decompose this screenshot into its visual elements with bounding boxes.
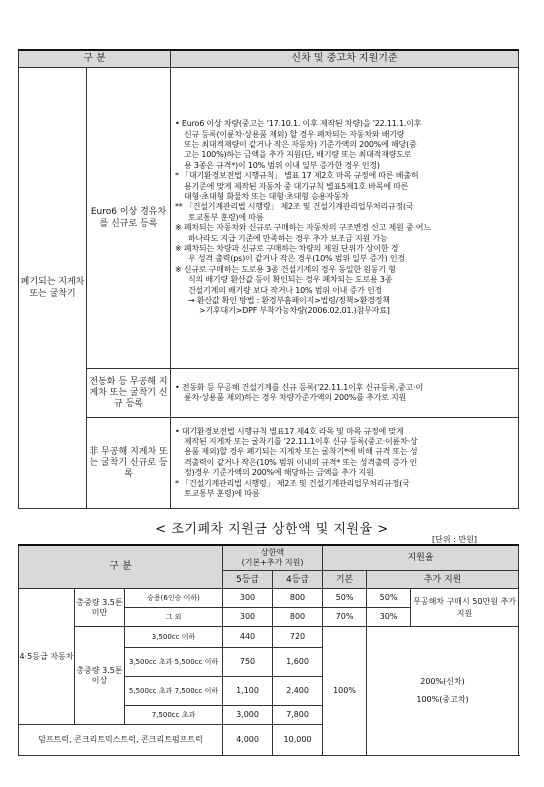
content-line: * 「건설기계관리법 시행령」 제2조 및 건설기계관리업무처리규정(국	[175, 478, 410, 488]
section-title: < 조기폐차 지원금 상한액 및 지원율 >	[155, 522, 389, 537]
header-gubun: 구 분	[19, 50, 171, 68]
content-line: • 전동화 등 무공해 건설기계를 신규 등록('22.11.1이후 신규등록,중고·이	[175, 382, 423, 392]
row-g5: 300	[223, 608, 273, 627]
row-g4: 7,800	[273, 706, 323, 725]
extra-over-used: 100%(중고차)	[416, 695, 469, 704]
extra-note: 무공해차 구매시 50만원 추가지원	[411, 589, 519, 627]
content-line: 신규 등록(이륜차·상용품 제외) 할 경우 폐차되는 자동차와 배기량	[184, 129, 405, 139]
row-g4: 800	[273, 608, 323, 627]
content-line: 제작된 지게차 또는 굴착기를 '22.11.1이후 신규 등록(중고·이륜차·상	[184, 436, 418, 446]
row-g4: 1,600	[273, 648, 323, 677]
unit-label: [단위 : 만원]	[432, 535, 477, 544]
euro6-label: Euro6 이상 경유차를 신규로 등록	[87, 68, 171, 369]
nonpowered-label: 非 무공해 지게차 또는 굴착기 신규로 등록	[87, 418, 171, 509]
row-g4: 10,000	[273, 725, 323, 756]
content-line: 토교통부 훈령)에 따름	[188, 212, 264, 222]
basic-over: 100%	[323, 627, 367, 756]
row-g4: 720	[273, 627, 323, 648]
content-line: 용기준에 맞게 제작된 자동차 중 대기규칙 별표5제1호 바목에 따른	[184, 181, 409, 191]
header-basic: 기본	[323, 571, 367, 589]
row-label: 그 외	[125, 608, 223, 627]
row-g5: 3,000	[223, 706, 273, 725]
content-line: 정)경우 기준가액의 200%에 해당하는 금액을 추가 지원	[184, 468, 374, 478]
extra-over-new: 200%(신차)	[420, 677, 465, 686]
euro6-content	[171, 68, 519, 369]
content-line: 용품 제외)할 경우 폐기되는 지게차 또는 굴착기*에 비해 규격 또는 성	[184, 447, 418, 457]
header-grade4: 4등급	[273, 571, 323, 589]
content-line: 토교통부 훈령)에 따름	[184, 489, 260, 499]
content-line: * 「대기환경보전법 시행규칙」 별표 17 제2호 마목 규정에 따른 배출허	[175, 171, 419, 181]
content-line: 우 성격 출력(ps)이 같거나 작은 경우(10% 범위 일부 증가) 인정	[188, 254, 405, 264]
header-gubun: 구 분	[19, 545, 223, 589]
powered-label: 전동화 등 무공해 지게차 또는 굴착기 신규 등록	[87, 369, 171, 418]
row-basic: 50%	[323, 589, 367, 608]
nonpowered-content	[171, 418, 519, 509]
content-line: 용 3종은 규격*)이 10% 범위 이내 일부 증가한 경우 인정)	[184, 160, 380, 170]
content-line: 식의 배기량 환산값 등이 확인되는 경우 폐차되는 도로용 3종	[188, 275, 393, 285]
row-g5: 4,000	[223, 725, 273, 756]
content-line: • 대기환경보전법 시행규칙 별표17 제4호 라목 및 마목 규정에 맞게	[175, 426, 404, 436]
row-g4: 2,400	[273, 677, 323, 706]
content-line: 건설기계의 배기량 보다 작거나 10% 범위 이내 증가 인정	[188, 285, 383, 295]
content-line: 대형·초대형 화물차 또는 대형·초대형 승용자동차	[184, 191, 349, 201]
content-line: 격출력이 같거나 작은(10% 범위 이내의 규격* 또는 성격출력 증가 인	[184, 457, 418, 467]
row-label: 7,500cc 초과	[125, 706, 223, 725]
header-rate: 지원율	[323, 545, 519, 571]
row-label: 5,500cc 초과 7,500cc 이하	[125, 677, 223, 706]
header-cap-title: 상한액	[260, 548, 285, 557]
row-g5: 1,100	[223, 677, 273, 706]
header-criteria: 신차 및 중고차 지원기준	[171, 50, 519, 68]
row-label: 승용(6인승 이하)	[125, 589, 223, 608]
over35-label: 총중량 3.5톤 이상	[75, 627, 125, 725]
row-label: 3,500cc 이하	[125, 627, 223, 648]
row-g5: 440	[223, 627, 273, 648]
content-line: → 환산값 확인 방법 : 환경부홈페이지>법령/정책>환경정책	[188, 296, 390, 306]
content-line: 고는 100%)하는 금액을 추가 지원(단, 배기량 또는 최대적재량도로	[184, 150, 412, 160]
header-cap-sub: (기본+추가 지원)	[241, 558, 304, 567]
header-grade5: 5등급	[223, 571, 273, 589]
content-line: ** 「건설기계관리법 시행령」 제2조 및 건설기계관리업무처리규정(국	[175, 202, 414, 212]
row-label: 덤프트럭, 콘크리트믹스트럭, 콘크리트펌프트럭	[19, 725, 223, 756]
support-criteria-table	[18, 49, 519, 509]
content-line: >기후대기>DPF 부착가능차량(2006.02.01.)참무자료]	[199, 306, 390, 316]
content-line: • Euro6 이상 차량(중고는 '17.10.1. 이후 제작된 차량)을 '22.11.1.이후	[175, 119, 422, 129]
row-extra: 50%	[367, 589, 411, 608]
row-basic: 70%	[323, 608, 367, 627]
content-line: 하나라도 지급 기준에 만족하는 경우 추가 보조금 지원 가능	[188, 233, 388, 243]
content-line: 또는 최대적재량이 같거나 작은 자동차) 기준가액의 200%에 해당(중	[184, 139, 417, 149]
row-g5: 300	[223, 589, 273, 608]
content-line: ※ 폐차되는 자동차와 신규로 구매하는 자동차의 구조변경 신고 제원 중 어느	[175, 223, 431, 233]
content-line: 륜차·상용품 제외)하는 경우 차량가준가액의 200%를 추가로 지원	[184, 393, 407, 402]
group-grade45: 4·5등급 자동차	[19, 589, 75, 725]
row-extra: 30%	[367, 608, 411, 627]
group-label: 폐기되는 지게차 또는 굴착기	[19, 68, 87, 509]
content-line: ※ 폐차되는 차량과 신규로 구매하는 차량의 제원 단위가 상이한 경	[175, 244, 399, 254]
content-line: ※ 신규로 구매하는 도로용 3종 건설기계의 경우 동일한 원동기 형	[175, 264, 396, 274]
powered-content	[171, 369, 519, 418]
header-cap	[223, 545, 323, 571]
extra-over	[367, 627, 519, 756]
under35-label: 총중량 3.5톤 미만	[75, 589, 125, 627]
header-extra: 추가 지원	[367, 571, 519, 589]
row-g5: 750	[223, 648, 273, 677]
subsidy-cap-table	[18, 544, 519, 756]
row-g4: 800	[273, 589, 323, 608]
row-label: 3,500cc 초과 5,500cc 이하	[125, 648, 223, 677]
